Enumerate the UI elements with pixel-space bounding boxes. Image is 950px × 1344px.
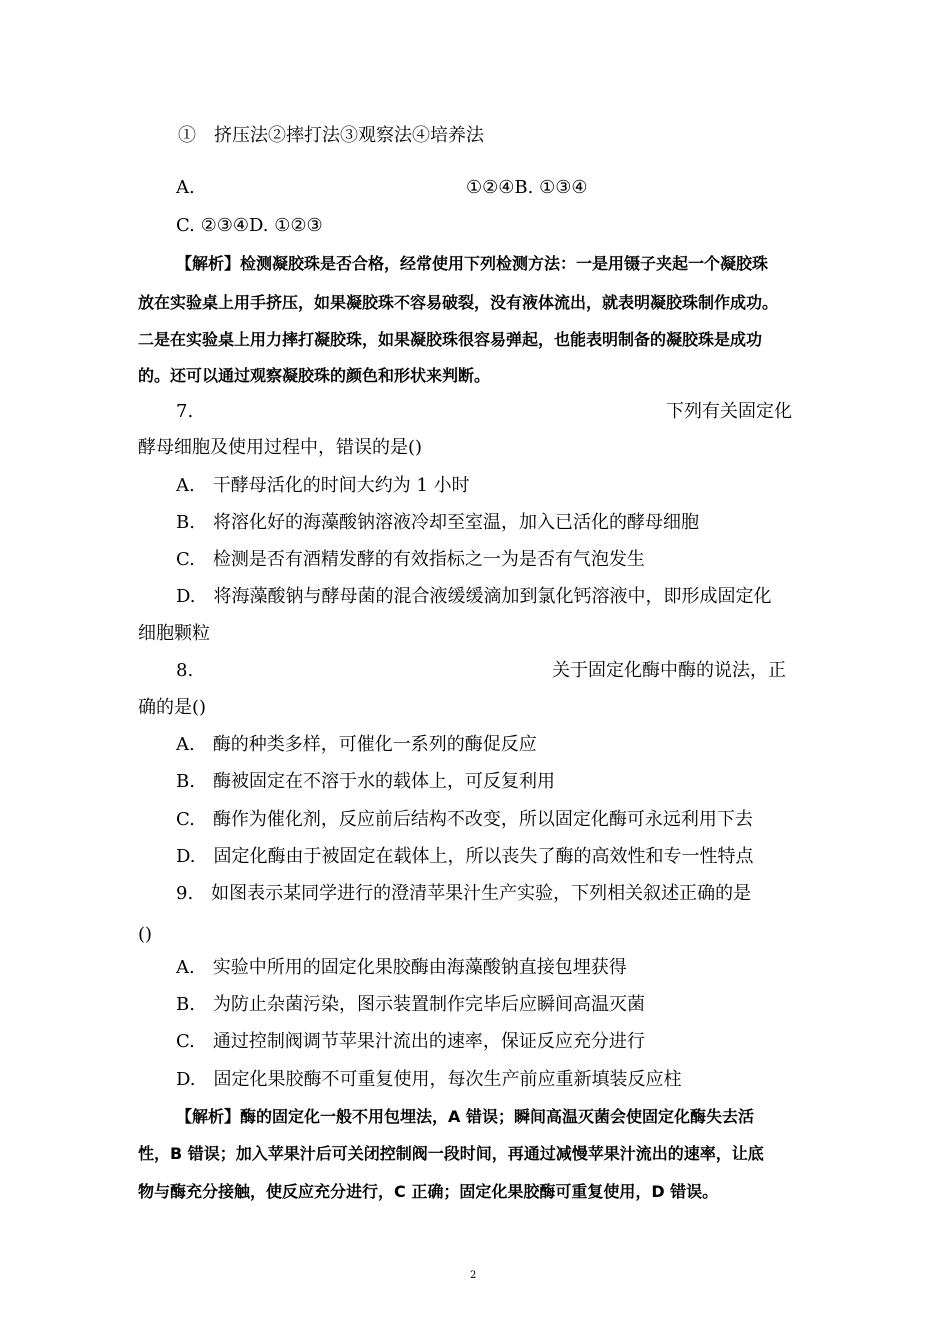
analysis-tag: 【解析】 [176,254,241,273]
q8-number: 8. [176,660,194,681]
analysis-line: 性，B 错误；加入苹果汁后可关闭控制阀一段时间，再通过减慢苹果汁流出的速率，让底 [138,1144,764,1163]
q8-stem-right: 关于固定化酶中酶的说法，正 [552,660,786,681]
q9-option-a: A. 实验中所用的固定化果胶酶由海藻酸钠直接包埋获得 [176,957,627,978]
analysis-text: 酶的固定化一般不用包埋法，A 错误；瞬间高温灭菌会使固定化酶失去活 [240,1107,754,1126]
page-number: 2 [470,1270,477,1281]
q8-option-d: D. 固定化酶由于被固定在载体上，所以丧失了酶的高效性和专一性特点 [176,846,754,867]
q9-option-d: D. 固定化果胶酶不可重复使用，每次生产前应重新填装反应柱 [176,1069,682,1090]
q9-option-c: C. 通过控制阀调节苹果汁流出的速率，保证反应充分进行 [176,1031,645,1052]
q8-option-b: B. 酶被固定在不溶于水的载体上，可反复利用 [176,771,555,792]
q7-stem-right: 下列有关固定化 [666,401,792,422]
analysis-line: 物与酶充分接触，使反应充分进行，C 正确；固定化果胶酶可重复使用，D 错误。 [138,1182,719,1201]
analysis-line: 二是在实验桌上用力摔打凝胶珠，如果凝胶珠很容易弹起，也能表明制备的凝胶珠是成功 [138,330,763,349]
analysis-tag: 【解析】 [176,1107,241,1126]
analysis-line: 放在实验桌上用手挤压，如果凝胶珠不容易破裂，没有液体流出，就表明凝胶珠制作成功。 [138,293,779,312]
analysis-line: 的。还可以通过观察凝胶珠的颜色和形状来判断。 [138,366,491,385]
q6-options-ab: ①②④B. ①③④ [466,177,588,198]
q7-option-c: C. 检测是否有酒精发酵的有效指标之一为是否有气泡发生 [176,549,645,570]
q7-stem-line2: 酵母细胞及使用过程中，错误的是() [138,437,423,458]
q7-option-a: A. 干酵母活化的时间大约为 1 小时 [176,475,470,496]
analysis-line [176,252,768,276]
q8-option-c: C. 酶作为催化剂，反应前后结构不改变，所以固定化酶可永远利用下去 [176,809,753,830]
q7-option-d: D. 将海藻酸钠与酵母菌的混合液缓缓滴加到氯化钙溶液中，即形成固定化 [176,586,772,607]
q7-number: 7. [176,401,194,422]
q9-stem-line2: () [138,924,153,945]
q8-option-a: A. 酶的种类多样，可催化一系列的酶促反应 [176,734,537,755]
q8-stem-line2: 确的是() [138,697,207,718]
q6-options-cd: C. ②③④D. ①②③ [176,215,323,236]
q7-option-b: B. 将溶化好的海藻酸钠溶液冷却至室温，加入已活化的酵母细胞 [176,512,699,533]
q6-option-a-label: A. [176,177,195,198]
q9-option-b: B. 为防止杂菌污染，图示装置制作完毕后应瞬间高温灭菌 [176,994,645,1015]
analysis-text: 检测凝胶珠是否合格，经常使用下列检测方法：一是用镊子夹起一个凝胶珠 [240,254,769,273]
q9-stem-line1: 9. 如图表示某同学进行的澄清苹果汁生产实验，下列相关叙述正确的是 [176,883,752,904]
q6-methods: ① 挤压法②摔打法③观察法④培养法 [178,125,484,146]
q7-option-d-cont: 细胞颗粒 [138,623,210,644]
analysis-line [176,1105,754,1129]
